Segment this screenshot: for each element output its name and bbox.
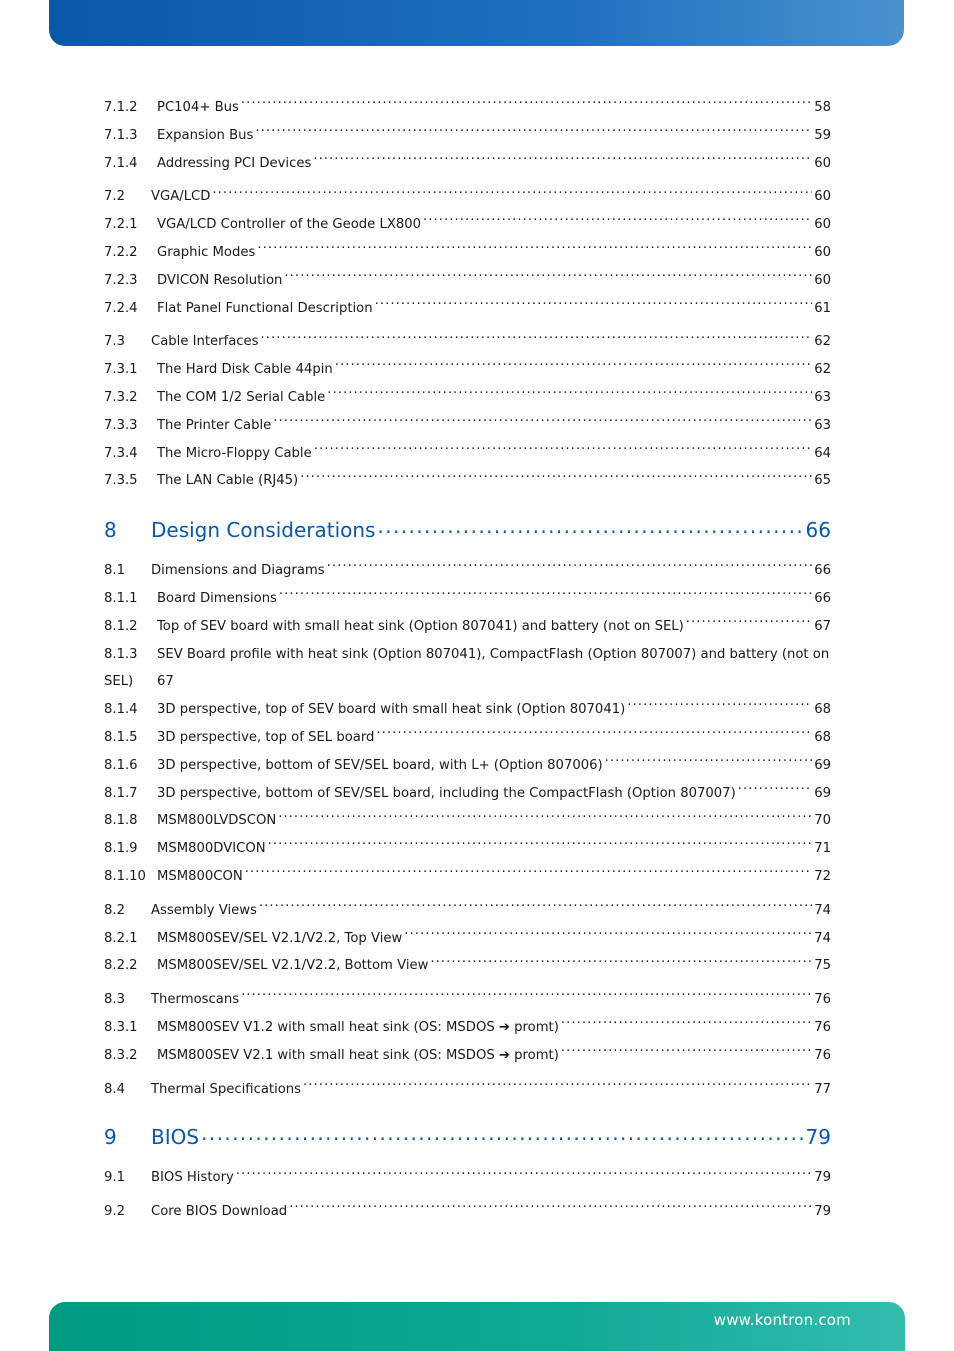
toc-title: MSM800DVICON xyxy=(157,841,266,857)
dot-leader xyxy=(627,699,812,713)
toc-number: 8.1.7 xyxy=(104,785,138,801)
toc-page: 62 xyxy=(814,362,831,378)
toc-title: SEV Board profile with heat sink (Option 807041), CompactFlash (Option 807007) and battery (not on xyxy=(157,646,830,662)
toc-entry[interactable] xyxy=(104,752,831,780)
toc-entry[interactable] xyxy=(104,952,831,980)
toc-entry[interactable] xyxy=(104,467,831,495)
dot-leader xyxy=(375,298,813,312)
toc-title: Board Dimensions xyxy=(157,590,277,606)
toc-page: 77 xyxy=(814,1081,831,1097)
toc-page: 72 xyxy=(814,868,831,884)
toc-title: Expansion Bus xyxy=(157,127,254,143)
toc-entry[interactable] xyxy=(104,94,831,122)
toc-number: 7.3.3 xyxy=(104,417,138,433)
toc-number: 7.3.2 xyxy=(104,389,138,405)
toc-entry[interactable] xyxy=(104,384,831,412)
toc-title: The COM 1/2 Serial Cable xyxy=(157,389,326,405)
toc-number: 7.2 xyxy=(104,189,125,205)
toc-page: 76 xyxy=(814,1019,831,1035)
toc-page: 71 xyxy=(814,841,831,857)
toc-number: 7.2.4 xyxy=(104,300,138,316)
toc-chapter-entry[interactable] xyxy=(104,515,831,545)
toc-title: MSM800LVDSCON xyxy=(157,813,277,829)
toc-page: 60 xyxy=(814,272,831,288)
website-link[interactable]: www.kontron.com xyxy=(713,1311,851,1329)
toc-number: 8.2 xyxy=(104,902,125,918)
dot-leader xyxy=(404,928,812,942)
toc-entry[interactable] xyxy=(104,211,831,239)
toc-page: 60 xyxy=(814,155,831,171)
toc-title: BIOS History xyxy=(151,1170,234,1186)
toc-title: 3D perspective, bottom of SEV/SEL board, including the CompactFlash (Option 807007) xyxy=(157,785,736,801)
dot-leader xyxy=(377,517,803,537)
toc-entry[interactable] xyxy=(104,863,831,891)
toc-number: 8.1.3 xyxy=(104,646,138,662)
toc-title: Thermoscans xyxy=(151,992,240,1008)
dot-leader xyxy=(430,955,812,969)
toc-title: The Micro-Floppy Cable xyxy=(157,445,312,461)
toc-page: 60 xyxy=(814,217,831,233)
toc-page: 66 xyxy=(814,563,831,579)
toc-entry[interactable] xyxy=(104,239,831,267)
dot-leader xyxy=(201,1124,803,1144)
dot-leader xyxy=(605,755,813,769)
dot-leader xyxy=(259,900,812,914)
toc-title: VGA/LCD xyxy=(151,189,211,205)
toc-page: 70 xyxy=(814,813,831,829)
toc-number: 8.3 xyxy=(104,992,125,1008)
dot-leader xyxy=(284,270,812,284)
toc-number: 7.1.3 xyxy=(104,127,138,143)
dot-leader xyxy=(561,1017,812,1031)
toc-entry[interactable] xyxy=(104,295,831,323)
toc-entry[interactable] xyxy=(104,696,831,724)
toc-number: 8.1.1 xyxy=(104,590,138,606)
toc-number: 8.1.2 xyxy=(104,618,138,634)
toc-number: 8.1.4 xyxy=(104,702,138,718)
dot-leader xyxy=(268,838,813,852)
dot-leader xyxy=(327,387,812,401)
toc-title: 3D perspective, top of SEV board with small heat sink (Option 807041) xyxy=(157,702,626,718)
toc-title: Core BIOS Download xyxy=(151,1204,288,1220)
dot-leader xyxy=(303,1079,812,1093)
toc-page: 63 xyxy=(814,389,831,405)
toc-title: Assembly Views xyxy=(151,902,257,918)
dot-leader xyxy=(236,1167,812,1181)
toc-title: Flat Panel Functional Description xyxy=(157,300,373,316)
dot-leader xyxy=(273,415,812,429)
toc-page: 65 xyxy=(814,473,831,489)
toc-number: 7.2.2 xyxy=(104,244,138,260)
toc-entry[interactable] xyxy=(104,356,831,384)
toc-page: 62 xyxy=(814,334,831,350)
toc-number: 9.2 xyxy=(104,1204,125,1220)
toc-entry[interactable] xyxy=(104,1198,831,1226)
toc-entry[interactable] xyxy=(104,1076,831,1104)
toc-number: 8.4 xyxy=(104,1081,125,1097)
toc-number: 8.1 xyxy=(104,563,125,579)
toc-number: 8.1.8 xyxy=(104,813,138,829)
toc-number: 7.1.4 xyxy=(104,155,138,171)
dot-leader xyxy=(255,125,812,139)
toc-page: 58 xyxy=(814,100,831,115)
dot-leader xyxy=(300,470,812,484)
toc-page: 74 xyxy=(814,930,831,946)
toc-entry[interactable] xyxy=(104,122,831,150)
toc-title: 3D perspective, top of SEL board xyxy=(157,729,375,745)
toc-number: 7.2.1 xyxy=(104,217,138,233)
dot-leader xyxy=(241,97,812,111)
toc-chapter-title: BIOS xyxy=(151,1125,200,1150)
toc-page: 60 xyxy=(814,244,831,260)
toc-title: MSM800SEV/SEL V2.1/V2.2, Top View xyxy=(157,930,403,946)
toc-entry[interactable] xyxy=(104,807,831,835)
toc-chapter-number: 9 xyxy=(104,1125,117,1150)
toc-entry[interactable] xyxy=(104,328,831,356)
toc-entry[interactable] xyxy=(104,557,831,585)
toc-title: MSM800SEV/SEL V2.1/V2.2, Bottom View xyxy=(157,958,429,974)
header-banner xyxy=(49,0,904,46)
dot-leader xyxy=(686,616,812,630)
dot-leader xyxy=(257,242,812,256)
toc-page: 61 xyxy=(814,300,831,316)
toc-title: The LAN Cable (RJ45) xyxy=(157,473,299,489)
toc-entry[interactable] xyxy=(104,641,831,697)
dot-leader xyxy=(245,866,812,880)
toc-number: 7.3.4 xyxy=(104,445,138,461)
toc-page: 68 xyxy=(814,729,831,745)
toc-title: The Hard Disk Cable 44pin xyxy=(157,362,333,378)
toc-entry[interactable] xyxy=(104,780,831,808)
toc-title: 3D perspective, bottom of SEV/SEL board, with L+ (Option 807006) xyxy=(157,757,603,773)
dot-leader xyxy=(261,331,813,345)
toc-number: 7.3.1 xyxy=(104,362,138,378)
toc-page: 69 xyxy=(814,785,831,801)
toc-entry[interactable] xyxy=(104,1014,831,1042)
dot-leader xyxy=(314,443,813,457)
toc-page: 69 xyxy=(814,757,831,773)
toc-page: 60 xyxy=(814,189,831,205)
toc-page: 76 xyxy=(814,1047,831,1063)
dot-leader xyxy=(738,783,813,797)
toc-page: 67 xyxy=(157,674,174,690)
toc-number: 9.1 xyxy=(104,1170,125,1186)
toc-number: 8.1.9 xyxy=(104,841,138,857)
dot-leader xyxy=(423,214,812,228)
toc-page: 79 xyxy=(814,1170,831,1186)
toc-page: 76 xyxy=(814,992,831,1008)
toc-entry[interactable] xyxy=(104,585,831,613)
toc-chapter-title: Design Considerations xyxy=(151,518,376,543)
toc-entry[interactable] xyxy=(104,1042,831,1070)
toc-title: Top of SEV board with small heat sink (Option 807041) and battery (not on SEL) xyxy=(157,618,684,634)
toc-title: Dimensions and Diagrams xyxy=(151,563,325,579)
toc-page: 68 xyxy=(814,702,831,718)
toc-entry[interactable] xyxy=(104,1164,831,1192)
dot-leader xyxy=(289,1201,812,1215)
toc-entry[interactable] xyxy=(104,724,831,752)
toc-number: 7.3 xyxy=(104,334,125,350)
toc-title: Graphic Modes xyxy=(157,244,256,260)
toc-chapter-number: 8 xyxy=(104,518,117,543)
toc-title: MSM800SEV V2.1 with small heat sink (OS: MSDOS ➔ promt) xyxy=(157,1047,559,1063)
toc-page: 79 xyxy=(814,1204,831,1220)
toc-entry[interactable] xyxy=(104,986,831,1014)
toc-number: 8.1.5 xyxy=(104,729,138,745)
dot-leader xyxy=(241,989,812,1003)
dot-leader xyxy=(327,560,813,574)
toc-number: 7.3.5 xyxy=(104,473,138,489)
dot-leader xyxy=(313,153,812,167)
toc-entry[interactable] xyxy=(104,412,831,440)
toc-number: 7.2.3 xyxy=(104,272,138,288)
footer-banner xyxy=(49,1302,905,1351)
toc-title: VGA/LCD Controller of the Geode LX800 xyxy=(157,217,422,233)
toc-number: 7.1.2 xyxy=(104,100,138,115)
toc-title: MSM800SEV V1.2 with small heat sink (OS: MSDOS ➔ promt) xyxy=(157,1019,559,1035)
dot-leader xyxy=(376,727,812,741)
toc-entry[interactable] xyxy=(104,150,831,178)
toc-entry[interactable] xyxy=(104,440,831,468)
toc-entry[interactable] xyxy=(104,835,831,863)
toc-page: 64 xyxy=(814,445,831,461)
dot-leader xyxy=(279,588,812,602)
toc-title: The Printer Cable xyxy=(157,417,272,433)
toc-number: 8.3.1 xyxy=(104,1019,138,1035)
toc-chapter-page: 79 xyxy=(805,1125,831,1150)
dot-leader xyxy=(212,186,812,200)
toc-number: 8.1.10 xyxy=(104,868,146,884)
dot-leader xyxy=(561,1045,812,1059)
toc-title: Thermal Specifications xyxy=(151,1081,302,1097)
dot-leader xyxy=(335,359,812,373)
dot-leader xyxy=(278,810,812,824)
toc-number: 8.1.6 xyxy=(104,757,138,773)
toc-title-continuation: SEL) xyxy=(104,674,134,690)
toc-entry[interactable] xyxy=(104,183,831,211)
toc-title: DVICON Resolution xyxy=(157,272,283,288)
toc-page: 67 xyxy=(814,618,831,634)
toc-page: 66 xyxy=(814,590,831,606)
toc-chapter-page: 66 xyxy=(805,518,831,543)
toc-page: 59 xyxy=(814,127,831,143)
toc-page: 63 xyxy=(814,417,831,433)
toc-title: PC104+ Bus xyxy=(157,100,239,115)
toc-entry[interactable] xyxy=(104,897,831,925)
toc-entry[interactable] xyxy=(104,613,831,641)
toc-chapter-entry[interactable] xyxy=(104,1122,831,1152)
table-of-contents xyxy=(104,94,831,1226)
toc-number: 8.2.1 xyxy=(104,930,138,946)
toc-page: 74 xyxy=(814,902,831,918)
toc-number: 8.2.2 xyxy=(104,958,138,974)
toc-entry[interactable] xyxy=(104,925,831,953)
toc-number: 8.3.2 xyxy=(104,1047,138,1063)
toc-title: MSM800CON xyxy=(157,868,243,884)
toc-title: Cable Interfaces xyxy=(151,334,259,350)
toc-title: Addressing PCI Devices xyxy=(157,155,312,171)
toc-entry[interactable] xyxy=(104,267,831,295)
toc-page: 75 xyxy=(814,958,831,974)
